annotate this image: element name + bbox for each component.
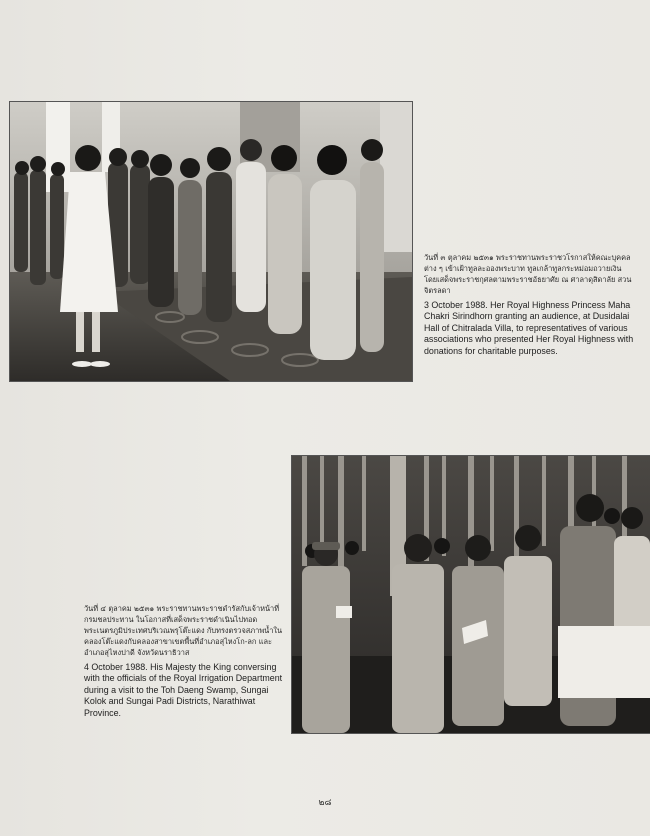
caption-english: 4 October 1988. His Majesty the King conversing with the officials of the Royal Irrigation Department during a visit to the Toh Daeng Swamp, Sungai Kolok and Sungai Padi Districts, Narathiwat Province.: [84, 662, 283, 718]
caption-thai: วันที่ ๔ ตุลาคม ๒๕๓๑ พระราชทานพระราชดำรัสกับเจ้าหน้าที่กรมชลประทาน ในโอกาสที่เสด็จพระราชดำเนินไปทอดพระเนตรภูมิประเทศบริเวณพรุโต๊ะแดง กับทรงตรวจสภาพน้ำในคลองโต๊ะแดงกับคลองสาขาเขตพื้นที่อำเภอสุไหงโก-ลก และอำเภอสุไหงปาดี จังหวัดนราธิวาส: [84, 604, 283, 657]
photo-forest-visit-caption: [84, 603, 284, 719]
photo-forest-visit: [291, 455, 650, 734]
photo-audience-hall-caption: [424, 252, 634, 357]
photo-forest-visit-image: [292, 456, 650, 733]
caption-english: 3 October 1988. Her Royal Highness Princess Maha Chakri Sirindhorn granting an audience, at Dusidalai Hall of Chitralada Villa, to representatives of various associations who presented Her Royal Highness with donations for charitable purposes.: [424, 300, 634, 356]
photo-audience-hall-image: [10, 102, 412, 381]
photo-audience-hall: [9, 101, 413, 382]
page-number: ๒๘: [318, 798, 332, 808]
caption-thai: วันที่ ๓ ตุลาคม ๒๕๓๑ พระราชทานพระราชวโรกาสให้คณะบุคคลต่าง ๆ เข้าเฝ้าทูลละอองพระบาท ทูลเกล้าทูลกระหม่อมถวายเงินโดยเสด็จพระราชกุศลตามพระราชอัธยาศัย ณ ศาลาดุสิดาลัย สวนจิตรลดา: [424, 253, 632, 295]
